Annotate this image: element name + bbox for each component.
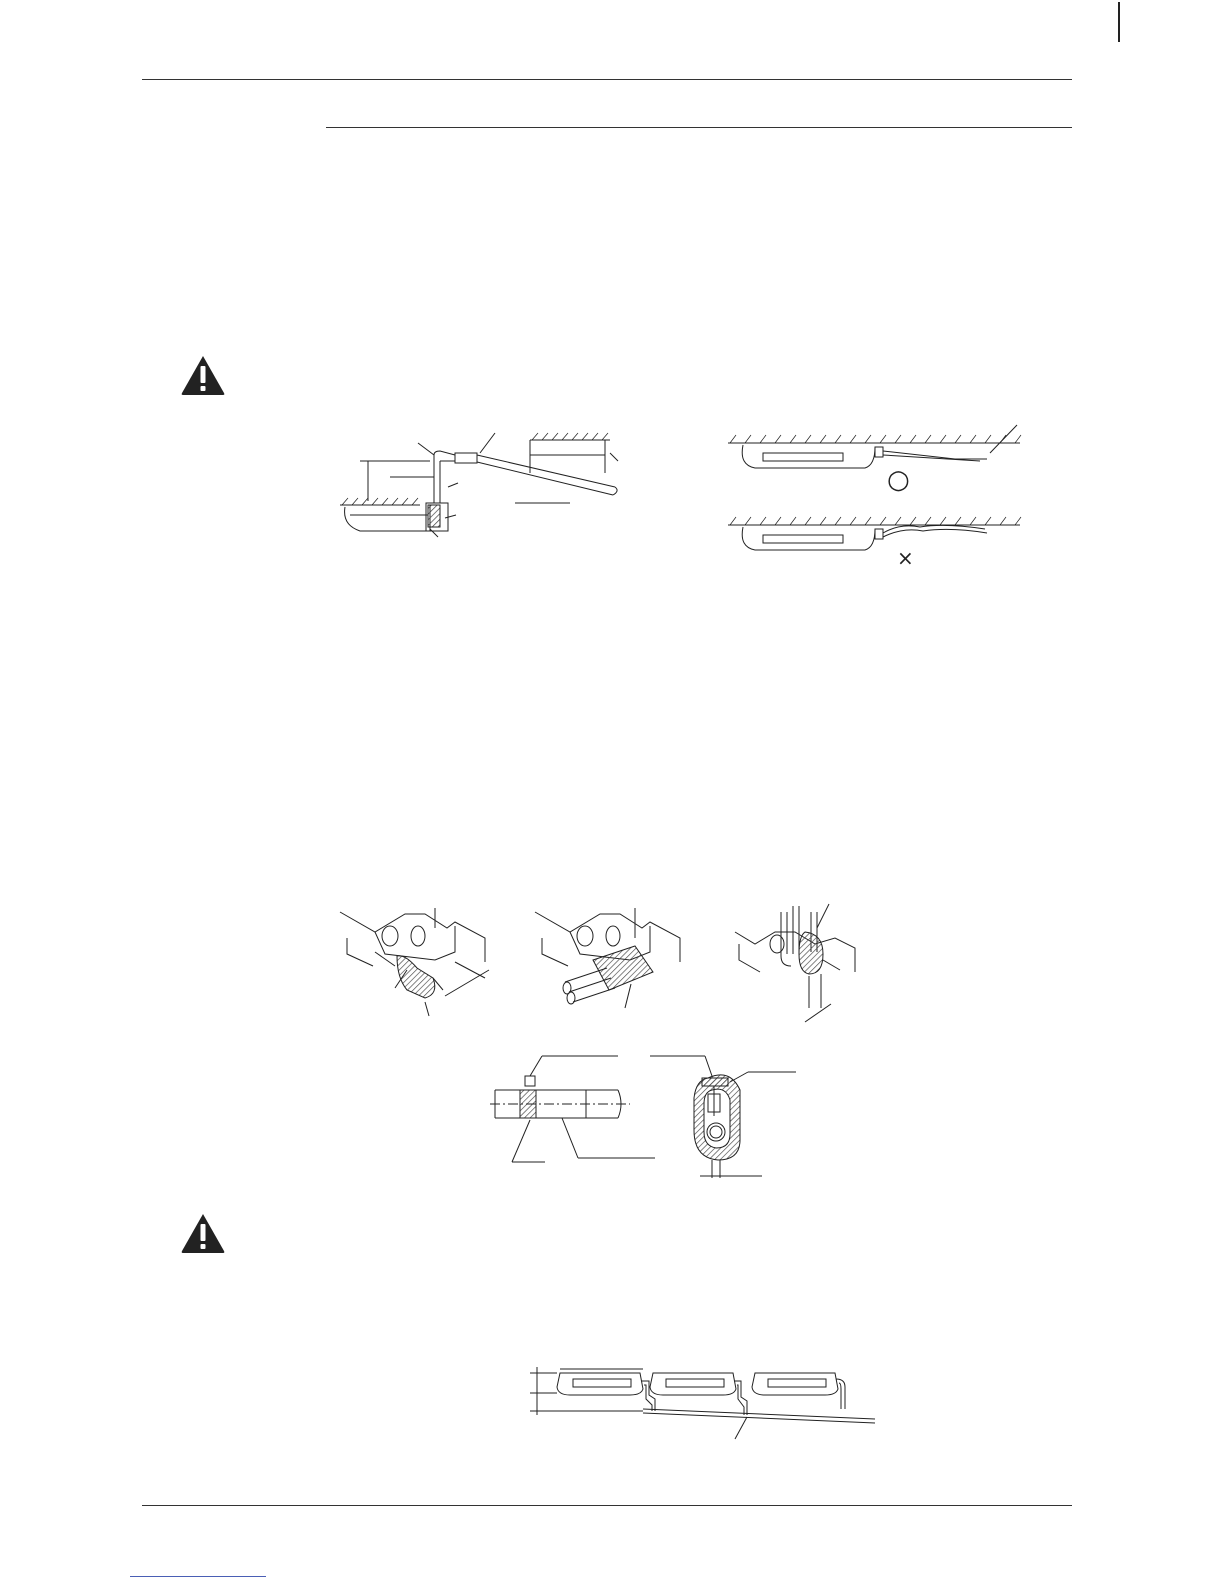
crop-mark: [1118, 2, 1120, 42]
drain-slope-correct-incorrect-figure: [725, 415, 1035, 575]
insulation-clamp-detail-figure: [490, 1050, 810, 1180]
warning-triangle-icon: [180, 1212, 226, 1254]
footer-rule: [142, 1505, 1072, 1506]
incorrect-mark: ×: [897, 546, 914, 570]
drain-raise-piping-figure: [330, 425, 630, 555]
multi-unit-drain-piping-figure: [525, 1365, 885, 1445]
warning-triangle-icon: [180, 354, 226, 396]
footer-link-underline[interactable]: [130, 1576, 266, 1577]
correct-mark: ○: [887, 465, 910, 495]
header-rule: [142, 79, 1072, 80]
drain-hose-insulation-steps-figure: [335, 898, 875, 1028]
section-rule: [326, 127, 1072, 128]
